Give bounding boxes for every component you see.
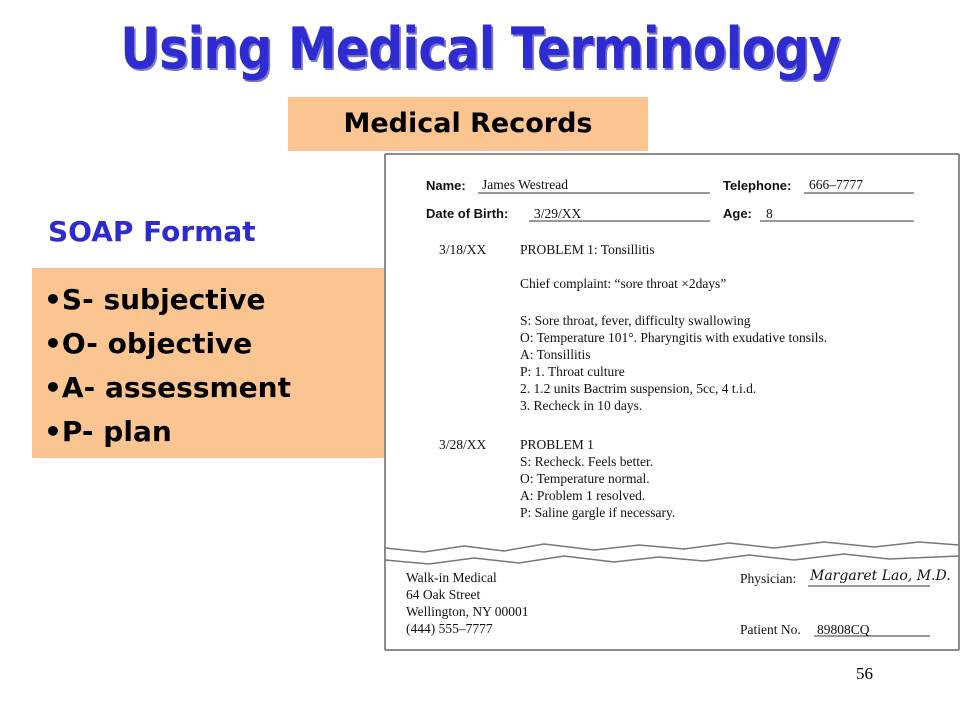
entry-2-line-4: P: Saline gargle if necessary. <box>520 505 676 520</box>
entry-1-date: 3/18/XX <box>439 242 487 257</box>
entry-1-line-6: A: Tonsillitis <box>520 347 591 362</box>
entry-1-line-5: O: Temperature 101°. Pharyngitis with exudative tonsils. <box>520 330 828 345</box>
soap-item-p: •P- plan <box>44 415 172 448</box>
entry-2-line-1: S: Recheck. Feels better. <box>520 454 654 469</box>
clinic-line-3: (444) 555–7777 <box>406 621 493 636</box>
entry-2-line-2: O: Temperature normal. <box>520 471 650 486</box>
soap-item-o: •O- objective <box>44 327 253 360</box>
dob-label: Date of Birth: <box>426 206 509 221</box>
clinic-line-2: Wellington, NY 00001 <box>406 604 529 619</box>
subtitle-text: Medical Records <box>343 108 593 139</box>
soap-heading: SOAP Format <box>48 215 256 248</box>
entry-1-line-9: 3. Recheck in 10 days. <box>520 398 643 413</box>
patient-no-value: 89808CQ <box>817 622 870 637</box>
age-label: Age: <box>723 206 752 221</box>
telephone-value: 666–7777 <box>809 177 863 192</box>
page-number: 56 <box>856 664 873 683</box>
subtitle-box <box>288 97 648 151</box>
soap-item-a: •A- assessment <box>44 371 291 404</box>
age-value: 8 <box>766 206 773 221</box>
physician-label: Physician: <box>740 571 797 586</box>
soap-item-s: •S- subjective <box>44 283 266 316</box>
entry-1-line-0: PROBLEM 1: Tonsillitis <box>520 242 655 257</box>
clinic-line-1: 64 Oak Street <box>406 587 481 602</box>
physician-signature: Margaret Lao, M.D. <box>810 568 951 584</box>
entry-1-line-2: Chief complaint: “sore throat ×2days” <box>520 276 727 291</box>
medical-record-image <box>384 152 960 652</box>
entry-2-line-3: A: Problem 1 resolved. <box>520 488 646 503</box>
entry-1-line-4: S: Sore throat, fever, difficulty swallowing <box>520 313 751 328</box>
telephone-label: Telephone: <box>723 178 792 193</box>
name-label: Name: <box>426 178 466 193</box>
clinic-line-0: Walk-in Medical <box>406 570 497 585</box>
name-value: James Westread <box>482 177 569 192</box>
dob-value: 3/29/XX <box>534 206 582 221</box>
entry-1-line-7: P: 1. Throat culture <box>520 364 625 379</box>
entry-2-line-0: PROBLEM 1 <box>520 437 594 452</box>
soap-list-box <box>32 268 384 458</box>
slide-title: Using Medical Terminology <box>120 16 840 82</box>
entry-1-line-8: 2. 1.2 units Bactrim suspension, 5cc, 4 t.i.d. <box>520 381 757 396</box>
patient-no-label: Patient No. <box>740 622 801 637</box>
entry-2-date: 3/28/XX <box>439 437 487 452</box>
